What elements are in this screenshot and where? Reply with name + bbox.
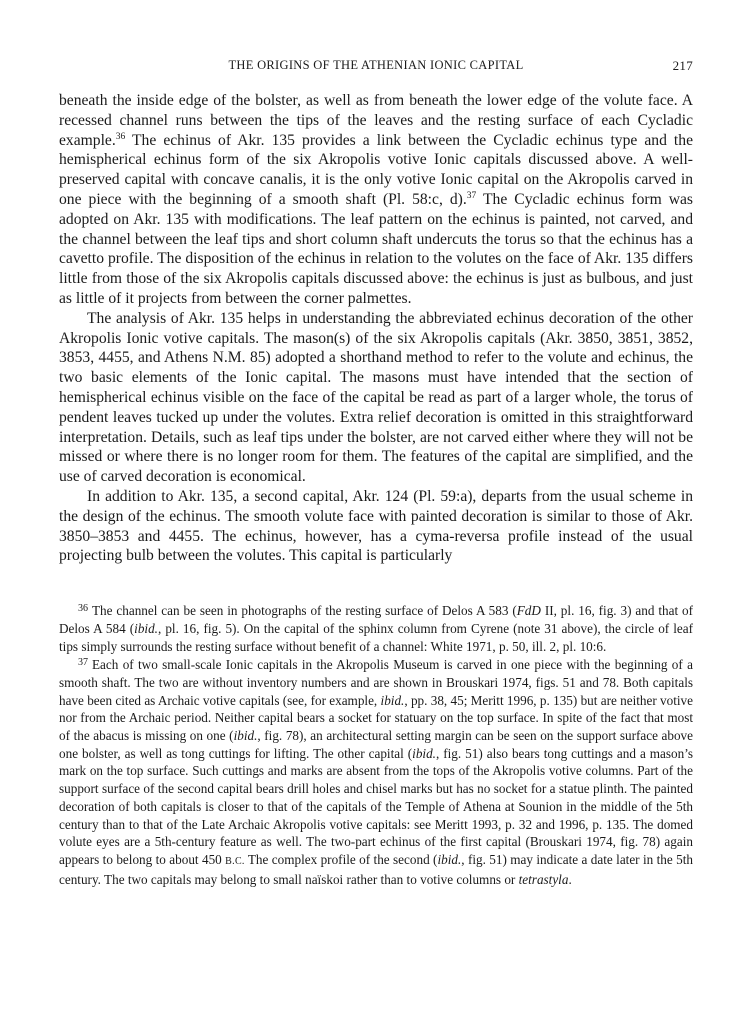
paragraph-2: The analysis of Akr. 135 helps in understanding the abbreviated echinus decoration of the other Akropolis Ionic votive capitals. The mason(s) of the six Akropolis capitals (Akr. 3850, 3851, 3852, 3853, 4455, and Athens N.M. 85) adopted a shorthand method to refer to the volute and echinus, the two basic elements of the Ionic capital. The masons must have intended that the section of hemispherical echinus visible on the face of the capital be read as part of a larger whole, the torus of pendent leaves tucked up under the volutes. Extra relief decoration is omitted in this straightforward interpretation. Details, such as leaf tips under the bolster, are not carved either where they will not be missed or where there is no longer room for them. The features of the capital are simplified, and the use of carved decoration is economical. <box>59 309 693 486</box>
footnote-text: , pl. 16, fig. 5). On the capital of the sphinx column from Cyrene (note 31 above), the circle of leaf tips simply surrounds the resting surface without benefit of a channel: White 1971, p. 50, ill. 2, pl. 10:6. <box>59 620 693 654</box>
footnote-italic: FdD <box>516 603 541 619</box>
footnote-ref-36[interactable]: 36 <box>115 131 126 142</box>
footnote-italic: tetrastyla <box>518 871 569 887</box>
footnote-italic: ibid. <box>380 692 405 708</box>
footnote-36 <box>59 602 693 655</box>
footnote-text: , fig. 51) may indicate a date later in the 5th century. The two capitals may belong to small naïskoi rather than to votive columns or <box>59 851 693 887</box>
p1-text-a: beneath the inside edge of the bolster, as well as from beneath the lower edge of the volute face. A recessed channel runs between the tips of the leaves and the resting surface of each Cycladic example. <box>59 92 693 149</box>
footnote-number: 36 <box>78 603 88 615</box>
p1-text-b: The echinus of Akr. 135 provides a link between the Cycladic echinus type and the hemispherical echinus form of the six Akropolis votive Ionic capitals discussed above. A well-preserved capital with concave canalis, it is the only votive Ionic capital on the Akropolis carved in one piece with the beginning of a smooth shaft (Pl. 58:c, d). <box>59 131 693 208</box>
page <box>59 58 693 889</box>
footnote-37 <box>59 656 693 888</box>
footnote-number: 37 <box>78 657 88 669</box>
footnote-text: , pp. 38, 45; Meritt 1996, p. 135) but are neither votive nor from the Archaic period. Neither capital bears a socket for statuary on the top surface. In spite of the fact that most of the abacus is missing on one ( <box>59 692 693 744</box>
footnote-italic: ibid. <box>412 745 436 761</box>
running-title: THE ORIGINS OF THE ATHENIAN IONIC CAPITAL <box>228 58 524 72</box>
footnote-text: The complex profile of the second ( <box>244 851 438 867</box>
footnotes <box>59 602 693 888</box>
footnote-italic: ibid. <box>233 728 258 744</box>
footnote-text: Each of two small-scale Ionic capitals in the Akropolis Museum is carved in one piece with the beginning of a smooth shaft. The two are without inventory numbers and are shown in Brouskari 1974, figs. 51 and 78. Both capitals have been cited as Archaic votive capitals (see, for example, <box>59 657 693 708</box>
footnote-text: II, pl. 16, fig. 3) and that of Delos A 584 ( <box>59 603 693 636</box>
p1-text-c: The Cycladic echinus form was adopted on Akr. 135 with modifications. The leaf pattern on the echinus is painted, not carved, and the channel between the leaf tips and short column shaft undercuts the torus so that the echinus has a cavetto profile. The disposition of the echinus in relation to the volutes on the face of Akr. 135 differs little from those of the six Akropolis capitals discussed above: the echinus is just as bulbous, and just as little of it projects from between the corner palmettes. <box>59 190 693 307</box>
paragraph-1 <box>59 91 693 309</box>
small-caps-era: B.C. <box>225 855 245 867</box>
footnote-italic: ibid. <box>134 620 158 636</box>
footnote-italic: ibid. <box>437 851 462 867</box>
footnote-ref-37[interactable]: 37 <box>466 190 477 201</box>
main-text <box>59 91 693 566</box>
footnote-text: , fig. 51) also bears tong cuttings and a mason’s mark on the top surface. Such cuttings and marks are absent from the tops of the Akropolis votive columns. Part of the support surface of the second capital bears drill holes and chisel marks but has no socket for a statue plinth. The painted decoration of both capitals is closer to that of the capitals of the Temple of Athena at Sounion in the middle of the 5th century than to that of the Late Archaic Akropolis votive capitals: see Meritt 1993, p. 32 and 1996, p. 135. The domed volute eyes are a 5th-century feature as well. The two-part echinus of the first capital (Brouskari 1974, fig. 78) again appears to belong to about 450 <box>59 745 693 867</box>
footnote-text: The channel can be seen in photographs of the resting surface of Delos A 583 ( <box>92 603 517 619</box>
footnote-text: . <box>568 871 572 887</box>
page-number: 217 <box>672 58 693 73</box>
footnote-text: , fig. 78), an architectural setting margin can be seen on the support surface above one bolster, as well as tong cuttings for lifting. The other capital ( <box>59 728 693 761</box>
running-header <box>59 58 693 80</box>
paragraph-3: In addition to Akr. 135, a second capital, Akr. 124 (Pl. 59:a), departs from the usual scheme in the design of the echinus. The smooth volute face with painted decoration is similar to those of Akr. 3850–3853 and 4455. The echinus, however, has a cyma-reversa profile instead of the usual projecting bulb between the volutes. This capital is particularly <box>59 487 693 565</box>
